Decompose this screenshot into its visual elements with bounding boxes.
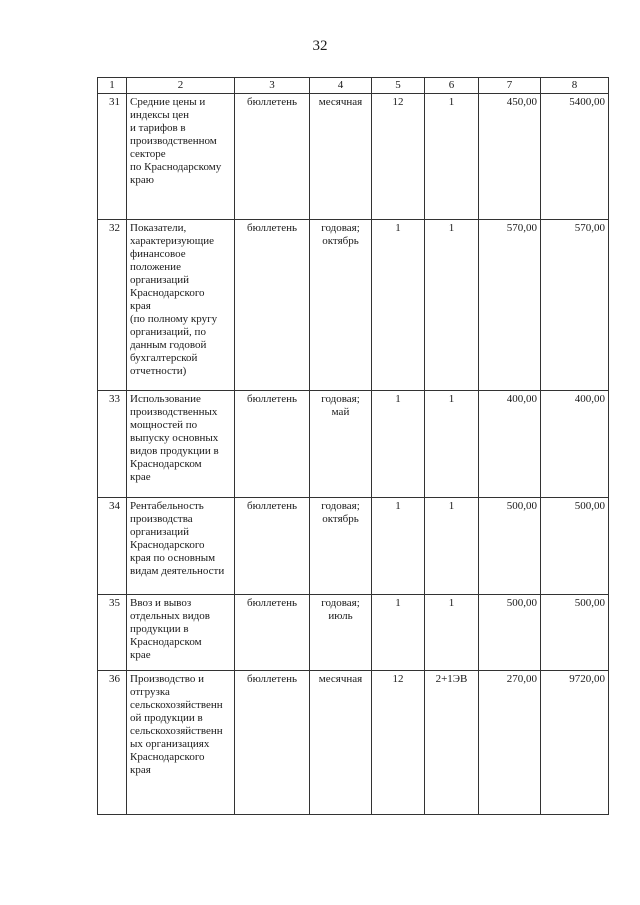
publication-form: бюллетень	[235, 498, 310, 595]
periodicity: месячная	[310, 671, 372, 815]
row-number: 34	[98, 498, 127, 595]
total-price: 5400,00	[541, 94, 609, 220]
copies-count: 1	[425, 498, 479, 595]
periodicity: годовая; май	[310, 391, 372, 498]
unit-price: 400,00	[479, 391, 541, 498]
issues-count: 1	[372, 391, 425, 498]
table-row	[98, 94, 609, 220]
row-number: 32	[98, 220, 127, 391]
table-row	[98, 391, 609, 498]
issues-count: 1	[372, 498, 425, 595]
table-row	[98, 498, 609, 595]
publication-name: Использование производственных мощностей по выпуску основных видов продукции в Краснодарском крае	[127, 391, 235, 498]
copies-count: 1	[425, 94, 479, 220]
total-price: 500,00	[541, 595, 609, 671]
publication-form: бюллетень	[235, 94, 310, 220]
publication-form: бюллетень	[235, 671, 310, 815]
page-number: 32	[312, 38, 328, 54]
table-row	[98, 220, 609, 391]
unit-price: 450,00	[479, 94, 541, 220]
copies-count: 1	[425, 391, 479, 498]
publication-form: бюллетень	[235, 220, 310, 391]
total-price: 570,00	[541, 220, 609, 391]
publication-name: Средние цены и индексы цен и тарифов в производственном секторе по Краснодарскому краю	[127, 94, 235, 220]
issues-count: 12	[372, 671, 425, 815]
header-row	[98, 78, 609, 94]
header-cell: 8	[541, 78, 609, 94]
header-cell: 6	[425, 78, 479, 94]
publication-name: Производство и отгрузка сельскохозяйственн ой продукции в сельскохозяйственн ых организациях Краснодарского края	[127, 671, 235, 815]
publication-form: бюллетень	[235, 391, 310, 498]
total-price: 9720,00	[541, 671, 609, 815]
row-number: 31	[98, 94, 127, 220]
row-number: 35	[98, 595, 127, 671]
header-cell: 5	[372, 78, 425, 94]
table-row	[98, 595, 609, 671]
periodicity: годовая; октябрь	[310, 220, 372, 391]
row-number: 33	[98, 391, 127, 498]
periodicity: годовая; июль	[310, 595, 372, 671]
header-cell: 3	[235, 78, 310, 94]
table-row	[98, 671, 609, 815]
periodicity: месячная	[310, 94, 372, 220]
issues-count: 12	[372, 94, 425, 220]
unit-price: 500,00	[479, 498, 541, 595]
header-cell: 1	[98, 78, 127, 94]
copies-count: 1	[425, 220, 479, 391]
total-price: 500,00	[541, 498, 609, 595]
publication-name: Рентабельность производства организаций Краснодарского края по основным видам деятельности	[127, 498, 235, 595]
issues-count: 1	[372, 220, 425, 391]
header-cell: 4	[310, 78, 372, 94]
publication-name: Ввоз и вывоз отдельных видов продукции в Краснодарском крае	[127, 595, 235, 671]
row-number: 36	[98, 671, 127, 815]
header-cell: 2	[127, 78, 235, 94]
issues-count: 1	[372, 595, 425, 671]
unit-price: 500,00	[479, 595, 541, 671]
publications-table	[97, 77, 609, 815]
copies-count: 1	[425, 595, 479, 671]
periodicity: годовая; октябрь	[310, 498, 372, 595]
unit-price: 570,00	[479, 220, 541, 391]
copies-count: 2+1ЭВ	[425, 671, 479, 815]
unit-price: 270,00	[479, 671, 541, 815]
header-cell: 7	[479, 78, 541, 94]
publication-name: Показатели, характеризующие финансовое положение организаций Краснодарского края (по полному кругу организаций, по данным годовой бухгалтерской отчетности)	[127, 220, 235, 391]
publication-form: бюллетень	[235, 595, 310, 671]
total-price: 400,00	[541, 391, 609, 498]
